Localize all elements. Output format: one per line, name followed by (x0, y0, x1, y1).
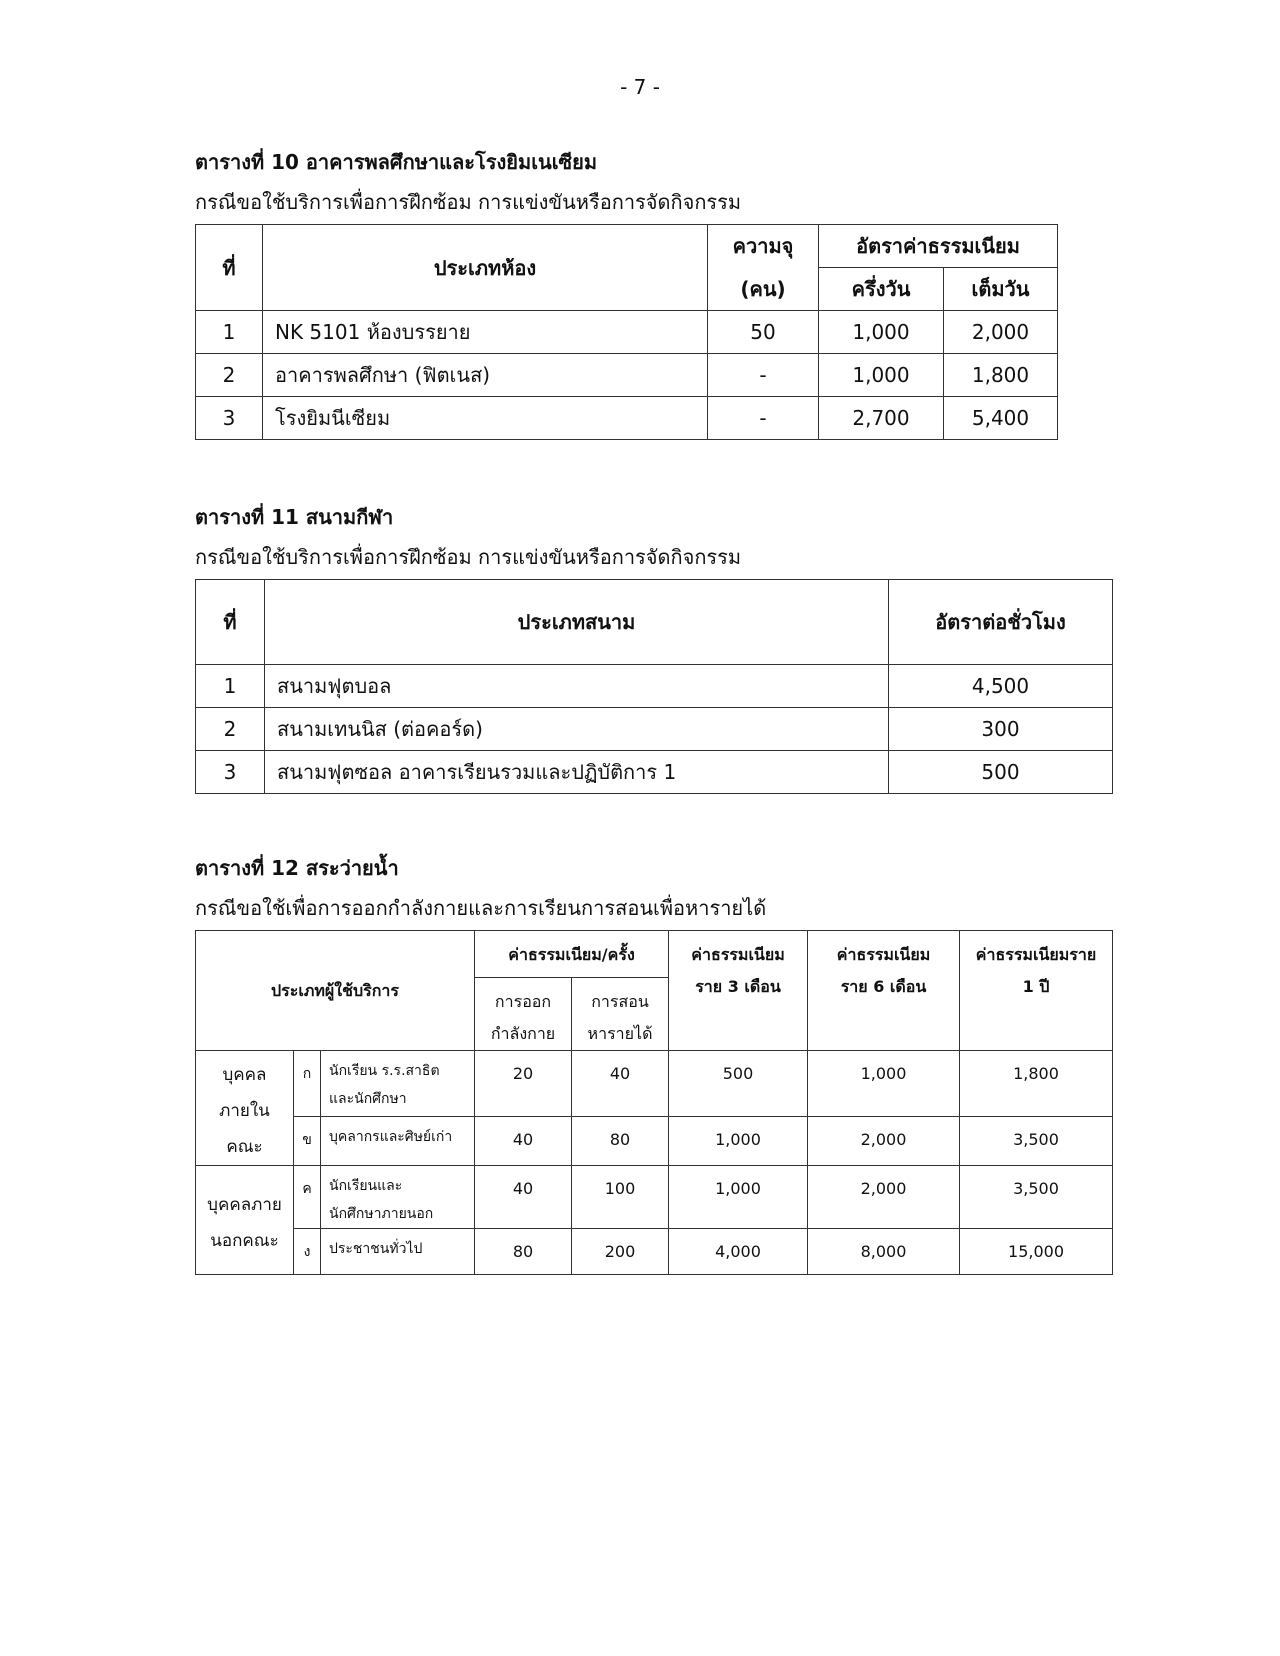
t10-cell-half: 2,700 (819, 397, 944, 440)
t12-header-1-year-line1: ค่าธรรมเนียมราย (975, 945, 1097, 964)
t12-group-external (196, 1166, 294, 1275)
t11-cell-no: 3 (196, 751, 265, 794)
table12 (195, 930, 1113, 1275)
table11-subtitle: กรณีขอใช้บริการเพื่อการฝึกซ้อม การแข่งขันหรือการจัดกิจกรรม (195, 545, 742, 569)
table-row (196, 1051, 1113, 1117)
t12-cell-6-month: 2,000 (808, 1166, 960, 1229)
t10-cell-no: 1 (196, 311, 263, 354)
t12-header-per-visit: ค่าธรรมเนียม/ครั้ง (475, 931, 669, 978)
t10-cell-name: NK 5101 ห้องบรรยาย (263, 311, 708, 354)
t12-cell-1-year: 1,800 (960, 1051, 1113, 1117)
t12-header-6-month (808, 931, 960, 1051)
t11-header-hourly: อัตราต่อชั่วโมง (889, 580, 1113, 665)
table-row (196, 1166, 1113, 1229)
t12-cell-teaching: 200 (572, 1229, 669, 1275)
t12-cell-letter: ง (294, 1229, 321, 1275)
t12-header-3-month-line2: ราย 3 เดือน (695, 977, 781, 996)
table-row (196, 708, 1113, 751)
t10-header-full-day: เต็มวัน (944, 268, 1058, 311)
t12-cell-name (321, 1116, 475, 1165)
t12-cell-3-month: 1,000 (669, 1166, 808, 1229)
t12-cell-name-line1: นักเรียนและ (329, 1178, 403, 1194)
t10-header-half-day: ครึ่งวัน (819, 268, 944, 311)
t10-header-capacity-1: ความจุ (708, 225, 819, 268)
t10-cell-name: โรงยิมนีเซียม (263, 397, 708, 440)
t12-header-6-month-line1: ค่าธรรมเนียม (836, 945, 931, 964)
t12-header-teaching-line1: การสอน (591, 992, 649, 1011)
t11-cell-no: 2 (196, 708, 265, 751)
table-row (196, 311, 1058, 354)
table-row (196, 665, 1113, 708)
t12-cell-name (321, 1051, 475, 1117)
t12-group-internal-line3: คณะ (226, 1137, 263, 1157)
t12-cell-1-year: 15,000 (960, 1229, 1113, 1275)
t12-cell-name-line1: นักเรียน ร.ร.สาธิต (329, 1063, 440, 1079)
table11 (195, 579, 1113, 794)
t11-cell-no: 1 (196, 665, 265, 708)
t12-header-1-year (960, 931, 1113, 1051)
t12-cell-name-line2: และนักศึกษา (329, 1091, 407, 1107)
t12-cell-3-month: 4,000 (669, 1229, 808, 1275)
t10-header-room-type: ประเภทห้อง (263, 225, 708, 311)
t11-cell-rate: 300 (889, 708, 1113, 751)
table-row (196, 1229, 1113, 1275)
page-number: - 7 - (620, 75, 660, 99)
t12-cell-letter: ข (294, 1116, 321, 1165)
t10-header-rate: อัตราค่าธรรมเนียม (819, 225, 1058, 268)
table12-subtitle: กรณีขอใช้เพื่อการออกกำลังกายและการเรียนการสอนเพื่อหารายได้ (195, 896, 767, 920)
t12-cell-letter: ก (294, 1051, 321, 1117)
t12-cell-exercise: 40 (475, 1166, 572, 1229)
t12-cell-name-line1: บุคลากรและศิษย์เก่า (329, 1128, 453, 1145)
t12-group-internal-line2: ภายใน (219, 1101, 270, 1121)
table11-title: ตารางที่ 11 สนามกีฬา (195, 505, 394, 529)
t12-cell-teaching: 100 (572, 1166, 669, 1229)
table-row (196, 354, 1058, 397)
t11-cell-name: สนามฟุตบอล (265, 665, 889, 708)
table-row (196, 397, 1058, 440)
t11-cell-name: สนามฟุตซอล อาคารเรียนรวมและปฏิบัติการ 1 (265, 751, 889, 794)
table10-title: ตารางที่ 10 อาคารพลศึกษาและโรงยิมเนเซียม (195, 150, 598, 174)
t12-cell-1-year: 3,500 (960, 1166, 1113, 1229)
t12-header-exercise (475, 978, 572, 1051)
t12-cell-1-year: 3,500 (960, 1116, 1113, 1165)
table10-subtitle: กรณีขอใช้บริการเพื่อการฝึกซ้อม การแข่งขันหรือการจัดกิจกรรม (195, 190, 742, 214)
t12-group-external-line1: บุคคลภาย (207, 1195, 282, 1215)
t10-cell-full: 2,000 (944, 311, 1058, 354)
t10-header-no: ที่ (196, 225, 263, 311)
t12-group-internal-line1: บุคคล (222, 1065, 267, 1085)
t12-group-external-line2: นอกคณะ (210, 1231, 279, 1251)
t12-cell-exercise: 80 (475, 1229, 572, 1275)
t12-header-exercise-line1: การออก (494, 992, 552, 1011)
t12-cell-6-month: 2,000 (808, 1116, 960, 1165)
t11-cell-name: สนามเทนนิส (ต่อคอร์ด) (265, 708, 889, 751)
table-row (196, 1116, 1113, 1165)
t10-cell-capacity: - (708, 397, 819, 440)
t12-cell-name (321, 1166, 475, 1229)
t10-header-capacity-2: (คน) (708, 268, 819, 311)
t10-cell-half: 1,000 (819, 311, 944, 354)
table12-title: ตารางที่ 12 สระว่ายน้ำ (195, 856, 399, 880)
t12-header-3-month-line1: ค่าธรรมเนียม (691, 945, 785, 964)
t10-cell-full: 1,800 (944, 354, 1058, 397)
t10-cell-capacity: - (708, 354, 819, 397)
t10-cell-full: 5,400 (944, 397, 1058, 440)
t12-header-teaching-line2: หารายได้ (587, 1024, 653, 1043)
t11-cell-rate: 500 (889, 751, 1113, 794)
t12-cell-3-month: 500 (669, 1051, 808, 1117)
t10-cell-half: 1,000 (819, 354, 944, 397)
t10-cell-no: 2 (196, 354, 263, 397)
t12-cell-exercise: 40 (475, 1116, 572, 1165)
table10 (195, 224, 1058, 440)
t12-header-teaching (572, 978, 669, 1051)
t12-header-6-month-line2: ราย 6 เดือน (840, 977, 927, 996)
t12-header-1-year-line2: 1 ปี (1022, 977, 1050, 996)
t10-cell-no: 3 (196, 397, 263, 440)
t12-cell-name-line1: ประชาชนทั่วไป (329, 1241, 423, 1257)
t11-header-field-type: ประเภทสนาม (265, 580, 889, 665)
t12-cell-3-month: 1,000 (669, 1116, 808, 1165)
t12-cell-exercise: 20 (475, 1051, 572, 1117)
t12-cell-6-month: 8,000 (808, 1229, 960, 1275)
t12-cell-teaching: 40 (572, 1051, 669, 1117)
t12-cell-teaching: 80 (572, 1116, 669, 1165)
t11-cell-rate: 4,500 (889, 665, 1113, 708)
t12-cell-name-line2: นักศึกษาภายนอก (329, 1206, 434, 1222)
t12-cell-6-month: 1,000 (808, 1051, 960, 1117)
t11-header-no: ที่ (196, 580, 265, 665)
t12-header-exercise-line2: กำลังกาย (490, 1024, 556, 1043)
t12-header-3-month (669, 931, 808, 1051)
t12-header-user-type: ประเภทผู้ใช้บริการ (196, 931, 475, 1051)
t12-cell-name (321, 1229, 475, 1275)
t10-cell-capacity: 50 (708, 311, 819, 354)
table-row (196, 751, 1113, 794)
t10-cell-name: อาคารพลศึกษา (ฟิตเนส) (263, 354, 708, 397)
t12-group-internal (196, 1051, 294, 1166)
t12-cell-letter: ค (294, 1166, 321, 1229)
